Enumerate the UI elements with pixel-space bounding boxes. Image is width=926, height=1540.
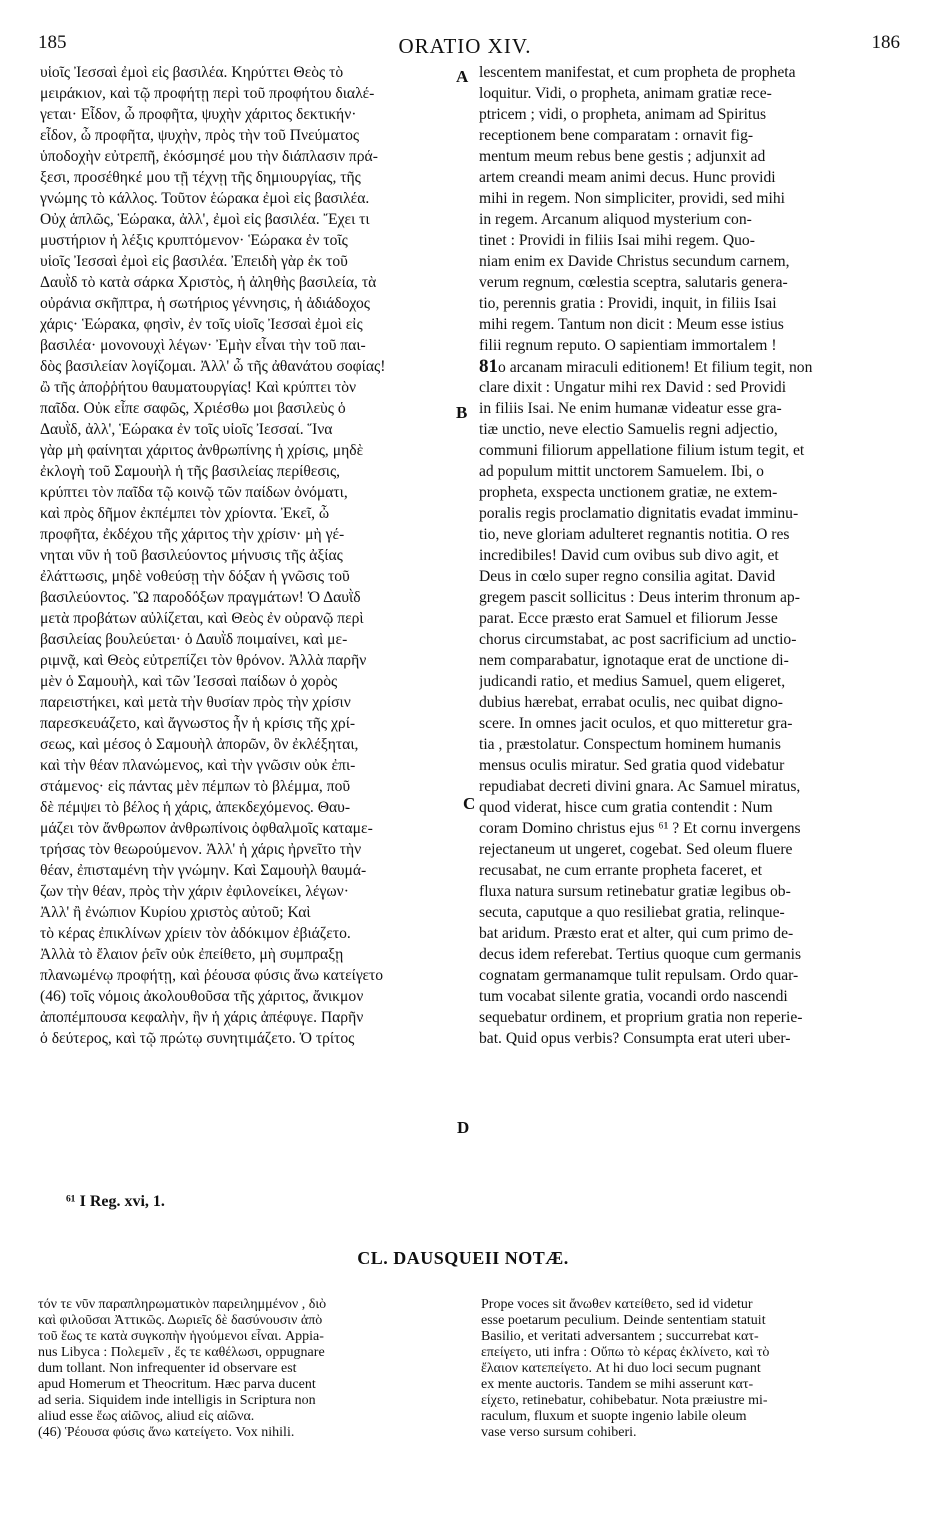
latin-text-line: coram Domino christus ejus ⁶¹ ? Et cornu invergens (479, 820, 801, 837)
latin-text-line: chorus circumstabat, ac post sacrificium ad unctio- (479, 631, 797, 648)
greek-text-line: Ἀλλὰ τὸ ἔλαιον ῥεῖν οὐκ ἐπείθετο, μὴ συμπραξῃ (40, 946, 344, 963)
greek-text-line: μειράκιον, καὶ τῷ προφήτῃ περὶ τοῦ προφήτου διαλέ- (40, 85, 375, 102)
greek-text-line: γεται· Εἶδον, ὦ προφῆτα, ψυχὴν χάριτος δεκτικήν· (40, 106, 357, 123)
greek-text-line: ἐλάττωσις, μηδὲ νοθεύσῃ τὴν δόξαν ἡ γνῶσις τοῦ (40, 568, 350, 585)
latin-text-line: secuta, caputque a quo resiliebat gratia, relinque- (479, 904, 785, 921)
greek-text-line: θέαν, ἐπισταμένη τὴν γνώμην. Καὶ Σαμουὴλ θαυμά- (40, 862, 367, 879)
greek-text-line: υἱοῖς Ἰεσσαὶ ἐμοὶ εἰς βασιλέα. Ἐπειδὴ γὰρ ἐκ τοῦ (40, 253, 348, 270)
notes-text-line: apud Homerum et Theocritum. Hæc parva ducent (38, 1377, 316, 1392)
greek-text-line: μὲν ὁ Σαμουὴλ, καὶ τῶν Ἰεσσαὶ παίδων ὁ χορὸς (40, 673, 338, 690)
latin-text-line: in filiis Isai. Ne enim humanæ videatur esse gra- (479, 400, 782, 417)
latin-text-line: tum vocabat silente gratia, vocandi ordo nascendi (479, 988, 788, 1005)
notes-right-column (481, 1297, 901, 1441)
notes-text-line: dum tollant. Non infrequenter id observare est (38, 1361, 297, 1376)
latin-text-line: nem comparabatur, ignotaque erat de unctione di- (479, 652, 789, 669)
greek-text-line: γὰρ μὴ φαίνηται χάριτος ἀνθρωπίνης ἡ χρίσις, μηδὲ (40, 442, 364, 459)
latin-text-line: quod viderat, hisce cum gratia contendit : Num (479, 799, 773, 816)
greek-text-line: τὸ κέρας ἐπικλίνων χρίειν τὸν ἀδόκιμον ἐβιάζετο. (40, 925, 351, 942)
notes-text-line: esse poetarum peculium. Deinde sententiam statuit (481, 1313, 766, 1328)
footnote: ⁶¹ I Reg. xvi, 1. (66, 1193, 165, 1210)
margin-letter-c: C (463, 794, 476, 813)
greek-text-line: μάζει τὸν ἄνθρωπον ἀνθρωπίνοις ὀφθαλμοῖς καταμε- (40, 820, 373, 837)
greek-text-line: ξεσι, προσέθηκέ μου τῇ τέχνῃ τῆς δημιουργίας, τῆς (40, 169, 361, 186)
notes-text-line: aliud esse ἕως αἰῶνος, aliud εἰς αἰῶνα. (38, 1409, 255, 1424)
greek-text-line: Δαυῒδ, ἀλλ', Ἑώρακα ἐν τοῖς υἱοῖς Ἰεσσαί. Ἵνα (40, 421, 333, 438)
latin-text-line: bat. Quid opus verbis? Consumpta erat uteri uber- (479, 1030, 791, 1047)
latin-text-line: mensus oculis miratur. Sed gratia quod videbatur (479, 757, 785, 774)
greek-text-line: μετὰ προβάτων αὐλίζεται, καὶ Θεὸς ἐν οὐρανῷ περὶ (40, 610, 364, 627)
greek-text-line: χάρις· Ἑώρακα, φησὶν, ἐν τοῖς υἱοῖς Ἰεσσαὶ ἐμοὶ εἰς (40, 316, 363, 333)
notes-text-line: Basilio, et veritati adversantem ; succurrebat κατ- (481, 1329, 759, 1344)
notes-text-line: ex mente auctoris. Tandem se mihi asserunt κατ- (481, 1377, 754, 1392)
latin-text-line: tiæ unctio, neve electio Samuelis regni adjectio, (479, 421, 778, 438)
greek-text-line: παρειστήκει, καὶ μετὰ τὴν θυσίαν πρὸς τὴν χρίσιν (40, 694, 351, 711)
greek-text-line: ριμνᾷ, καὶ Θεὸς εὐτρεπίζει τὸν θρόνον. Ἀλλὰ παρῆν (40, 652, 367, 669)
latin-text-line: loquitur. Vidi, o propheta, animam gratiæ rece- (479, 85, 772, 102)
greek-text-line: παῖδα. Οὐκ εἶπε σαφῶς, Χριέσθω μοι βασιλεὺς ὁ (40, 400, 346, 417)
latin-text-line: verum regnum, cœlestia sceptra, salutaris genera- (479, 274, 788, 291)
latin-text-line: ad populum mittit unctorem Samuelem. Ibi, o (479, 463, 764, 480)
greek-text-line: νηται νῦν ἡ τοῦ βασιλεύοντος μήνυσις τῆς ἀξίας (40, 547, 343, 564)
latin-text-line: gregem pascit sollicitus : Deus interim thronum ap- (479, 589, 800, 606)
notes-text-line: είχετο, retinebatur, cohibebatur. Nota præiustre mi- (481, 1393, 768, 1408)
greek-text-line: βασιλέα· μονονουχὶ λέγων· Ἐμὴν εἶναι τὴν τοῦ παι- (40, 337, 366, 354)
latin-text-line: cognatam germanamque tulit repulsam. Ordo quar- (479, 967, 799, 984)
greek-text-line: στάμενος· εἰς πάντας μὲν πέμπων τὸ βλέμμα, ποῦ (40, 778, 351, 795)
notes-heading: CL. DAUSQUEII NOTÆ. (357, 1248, 569, 1268)
notes-text-line: τοῦ ἕως τε κατὰ συγκοπὴν ἡγούμενοι εἶναι. Appia- (38, 1329, 324, 1344)
page-number-right: 186 (871, 32, 900, 53)
latin-text-line: judicandi ratio, et medius Samuel, quem eligeret, (479, 673, 786, 690)
greek-text-line: παρεσκευάζετο, καὶ ἄγνωστος ἦν ἡ κρίσις τῆς χρί- (40, 715, 356, 732)
latin-text-line: parat. Ecce præsto erat Samuel et filiorum Jesse (479, 610, 778, 627)
notes-text-line: καὶ φιλοῦσαι Ἀττικῶς. Δωριεῖς δὲ δασύνουσιν ἀπὸ (38, 1313, 323, 1328)
greek-text-line: ὁ δεύτερος, καὶ τῷ πρώτῳ συνητιμάζετο. Ὁ τρίτος (40, 1030, 355, 1047)
greek-text-line: προφῆτα, ἐκδέχου τῆς χάριτος τὴν χρίσιν· μὴ γέ- (40, 526, 345, 543)
greek-text-line: μυστήριον ἡ λέξις κρυπτόμενον· Ἑώρακα ἐν τοῖς (40, 232, 348, 249)
latin-text-line: receptionem bene comparatam : ornavit fig- (479, 127, 754, 144)
notes-left-column (38, 1297, 458, 1441)
greek-text-column (40, 62, 460, 1049)
notes-text-line: Prope voces sit ἄνωθεν κατείθετο, sed id videtur (481, 1297, 753, 1312)
notes-text-line: τόν τε νῦν παραπληρωματικὸν παρειλημμένον , διὸ (38, 1297, 327, 1312)
notes-text-line: ἔλαιον κατεπείγετο. At hi duo loci secum pugnant (481, 1361, 761, 1376)
greek-text-line: (46) τοῖς νόμοις ἀκολουθοῦσα τῆς χάριτος, ἄνικμον (40, 988, 364, 1005)
notes-text-line: vase verso sursum cohiberi. (481, 1425, 637, 1440)
latin-text-line: lescentem manifestat, et cum propheta de propheta (479, 64, 796, 81)
notes-text-line: nus Libyca : Πολεμεῖν , ἕς τε καθέλωσι, oppugnare (38, 1345, 325, 1360)
latin-text-line: incredibiles! David cum ovibus sub divo agit, et (479, 547, 779, 564)
latin-text-line: niam enim ex Davide Christus secundum carnem, (479, 253, 790, 270)
latin-text-line: repudiabat decreti divini gnara. Ac Samuel miratus, (479, 778, 801, 795)
margin-letter-d: D (457, 1118, 470, 1137)
greek-text-line: βασιλείας βουλεύεται· ὁ Δαυῒδ ποιμαίνει, καὶ με- (40, 631, 348, 648)
latin-text-line: mentum meum rebus bene gestis ; adjunxit ad (479, 148, 766, 165)
greek-text-line: ἐκλογὴ τοῦ Σαμουὴλ ἡ τῆς βασιλείας περίθεσις, (40, 463, 341, 480)
latin-text-line: poralis regis proclamatio dignitatis evadat imminu- (479, 505, 799, 522)
greek-text-line: Οὐχ ἁπλῶς, Ἑώρακα, ἀλλ', ἐμοὶ εἰς βασιλέα. Ἔχει τι (40, 211, 370, 228)
greek-text-line: Δαυῒδ τὸ κατὰ σάρκα Χριστὸς, ἡ ἀληθὴς βασιλεία, τὰ (40, 274, 377, 291)
column-number-marker: 81 (479, 356, 498, 377)
latin-text-line: tio, perennis gratia : Providi, inquit, in filiis Isai (479, 295, 777, 312)
latin-text-line: fluxa natura sursum retinebatur gratiæ legibus ob- (479, 883, 791, 900)
greek-text-line: καὶ πρὸς δῆμον ἐκπέμπει τὸν χρίοντα. Ἐκεῖ, ὦ (40, 505, 330, 522)
latin-text-line: tio, neve gloriam adulteret regnantis notitia. O res (479, 526, 790, 543)
greek-text-line: πλανωμένῳ προφήτῃ, καὶ ῥέουσα φύσις ἄνω κατείγετο (40, 967, 384, 984)
notes-text-line: (46) Ῥέουσα φύσις ἄνω κατείγετο. Vox nihili. (38, 1425, 295, 1440)
greek-text-line: οὐράνια σκῆπτρα, ἡ σωτήριος γέννησις, ἡ ἀδιάδοχος (40, 295, 370, 312)
greek-text-line: βασιλεύοντος. Ὢ παροδόξων πραγμάτων! Ὁ Δαυῒδ (40, 589, 361, 606)
latin-text-column (479, 62, 899, 1049)
margin-letter-b: B (456, 403, 468, 422)
notes-text-line: ad seria. Siquidem inde intelligis in Scriptura non (38, 1393, 316, 1408)
margin-letter-a: A (456, 67, 469, 86)
running-title: ORATIO XIV. (398, 34, 532, 58)
greek-text-line: τρήσας τὸν θεωρούμενον. Ἀλλ' ἡ χάρις ἠρνεῖτο τὴν (40, 841, 362, 858)
greek-text-line: Ἀλλ' ἢ ἐνώπιον Κυρίου χριστὸς αὐτοῦ; Καὶ (40, 904, 311, 921)
latin-text-line: clare dixit : Ungatur mihi rex David : sed Providi (479, 379, 787, 396)
latin-text-line: Deus in cœlo super regno consilia agitat. David (479, 568, 776, 585)
latin-text-line: artem creandi meam animi decus. Hunc providi (479, 169, 776, 186)
latin-text-line: decus idem referebat. Tertius quoque cum germanis (479, 946, 802, 963)
latin-text-line: propheta, exspecta unctionem gratiæ, ne extem- (479, 484, 778, 501)
page-number-left: 185 (38, 32, 67, 53)
latin-text-line: rejectaneum ut ungeret, cogebat. Sed oleum fluere (479, 841, 793, 858)
latin-text-line: dubius hærebat, errabat oculis, nec quibat digno- (479, 694, 783, 711)
greek-text-line: εἶδον, ὦ προφῆτα, ψυχὴν, πρὸς τὴν τοῦ Πνεύματος (40, 127, 360, 144)
greek-text-line: ζων τὴν θέαν, πρὸς τὴν χάριν ἐφιλονείκει, λέγων· (40, 883, 349, 900)
latin-text-line: scere. In omnes jacit oculos, et quo mitteretur gra- (479, 715, 793, 732)
notes-text-line: επείγετο, uti infra : Οὔπω τὸ κέρας ἐκλίνετο, καὶ τὸ (481, 1345, 770, 1360)
latin-text-line: mihi in regem. Non simpliciter, providi, sed mihi (479, 190, 786, 207)
latin-text-line: filii regnum reputo. O sapientiam immortalem ! (479, 337, 777, 354)
greek-text-line: ἀποπέμπουσα κεφαλὴν, ἣν ἡ χάρις ἀπέφυγε. Παρῆν (40, 1009, 364, 1026)
latin-text-line: bat aridum. Præsto erat et alter, qui cum primo de- (479, 925, 794, 942)
latin-text-line: recusabat, ne cum errante propheta faceret, et (479, 862, 763, 879)
greek-text-line: ὑποδοχὴν εὐτρεπῆ, ἐκόσμησέ μου τὴν διάπλασιν πρά- (40, 148, 378, 165)
greek-text-line: ὢ τῆς ἀποῤῥήτου θαυματουργίας! Καὶ κρύπτει τὸν (40, 379, 357, 396)
greek-text-line: κρύπτει τὸν παῖδα τῷ κοινῷ τῶν παίδων ὀνόματι, (40, 484, 348, 501)
greek-text-line: σεως, καὶ μέσος ὁ Σαμουὴλ ἀπορῶν, ὃν ἐκλέξηται, (40, 736, 359, 753)
greek-text-line: γνώμης τὸ κάλλος. Τοῦτον ἑώρακα ἐμοὶ εἰς βασιλέα. (40, 190, 370, 207)
latin-text-line: tia , præstolatur. Conspectum hominem humanis (479, 736, 781, 753)
greek-text-line: δὸς βασιλείαν λογίζομαι. Ἀλλ' ὦ τῆς ἀθανάτου σοφίας! (40, 358, 386, 375)
latin-text-line: 81o arcanam miraculi editionem! Et filium tegit, non (479, 356, 813, 377)
latin-text-line: communi filiorum appellatione filium istum tegit, et (479, 442, 805, 459)
latin-text-line: mihi regem. Tantum non dicit : Meum esse istius (479, 316, 784, 333)
latin-text-line: tinet : Providi in filiis Isai mihi regem. Quo- (479, 232, 755, 249)
latin-text-line: ptricem ; vidi, o propheta, animam ad Spiritus (479, 106, 767, 123)
greek-text-line: καὶ τὴν θέαν πλανώμενος, καὶ τὴν γνῶσιν οὐκ ἐπι- (40, 757, 356, 774)
greek-text-line: υἱοῖς Ἰεσσαὶ ἐμοὶ εἰς βασιλέα. Κηρύττει Θεὸς τὸ (40, 64, 344, 81)
greek-text-line: δὲ πέμψει τὸ βέλος ἡ χάρις, ἀπεκδεχόμενος. Θαυ- (40, 799, 351, 816)
latin-text-line: sequebatur ordinem, et proprium gratia non reperie- (479, 1009, 803, 1026)
notes-text-line: raculum, fluxum et suopte ingenio labile oleum (481, 1409, 747, 1424)
latin-text-line: in regem. Arcanum aliquod mysterium con- (479, 211, 752, 228)
running-header (30, 18, 900, 58)
